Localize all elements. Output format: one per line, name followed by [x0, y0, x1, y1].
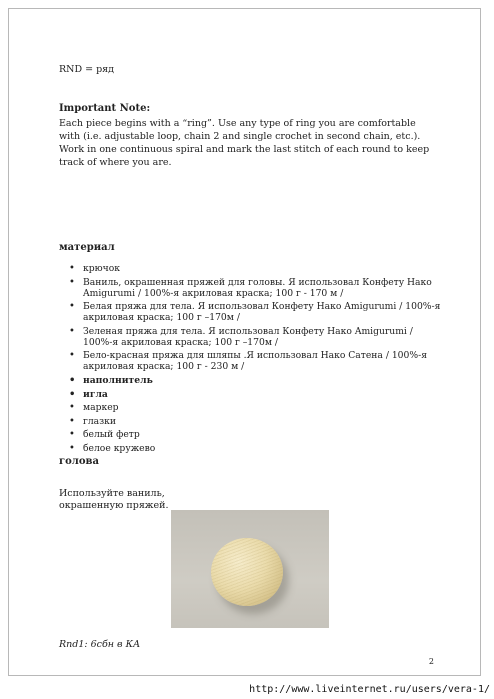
list-item: • маркер	[83, 402, 444, 413]
list-item: • Зеленая пряжа для тела. Я использовал Конфету Нако Amigurumi / 100%-я акриловая краска; 100 г –170м /	[83, 326, 444, 348]
list-item: • Бело-красная пряжа для шляпы .Я использовал Нако Сатена / 100%-я акриловая краска; 100 г - 230 м /	[83, 350, 444, 372]
list-item: • белое кружево	[83, 443, 444, 454]
page-number: 2	[428, 657, 434, 666]
materials-title: материал	[59, 242, 115, 253]
head-title: голова	[59, 456, 99, 467]
rnd-definition: RND = ряд	[59, 64, 115, 75]
list-item: • глазки	[83, 416, 444, 427]
head-instructions: Используйте ваниль, окрашенную пряжей.	[59, 488, 169, 511]
source-url[interactable]: http://www.liveinternet.ru/users/vera-1/	[249, 684, 490, 695]
document-page	[8, 8, 481, 676]
page-content	[59, 64, 441, 650]
list-item: • Ваниль, окрашенная пряжей для головы. Я использовал Конфету Нако Amigurumi / 100%-я акриловая краска; 100 г - 170 м /	[83, 277, 444, 299]
important-note-body: Each piece begins with a “ring”. Use any type of ring you are comfortable with (i.e. adjustable loop, chain 2 and single crochet in second chain, etc.). Work in one continuous spiral and mark the last stitch of each round to keep track of where you are.	[59, 118, 430, 168]
list-item: • белый фетр	[83, 429, 444, 440]
materials-section	[59, 242, 444, 457]
list-item: • игла	[83, 389, 444, 400]
materials-list	[59, 263, 444, 454]
crochet-ball-image	[211, 538, 283, 606]
list-item: • Белая пряжа для тела. Я использовал Конфету Нако Amigurumi / 100%-я акриловая краска; 100 г –170м /	[83, 301, 444, 323]
crochet-ball-photo	[171, 510, 329, 628]
important-note-title: Important Note:	[59, 103, 151, 114]
list-item: • крючок	[83, 263, 444, 274]
list-item: • наполнитель	[83, 375, 444, 386]
round-1-instruction: Rnd1: 6сбн в КА	[59, 639, 141, 650]
